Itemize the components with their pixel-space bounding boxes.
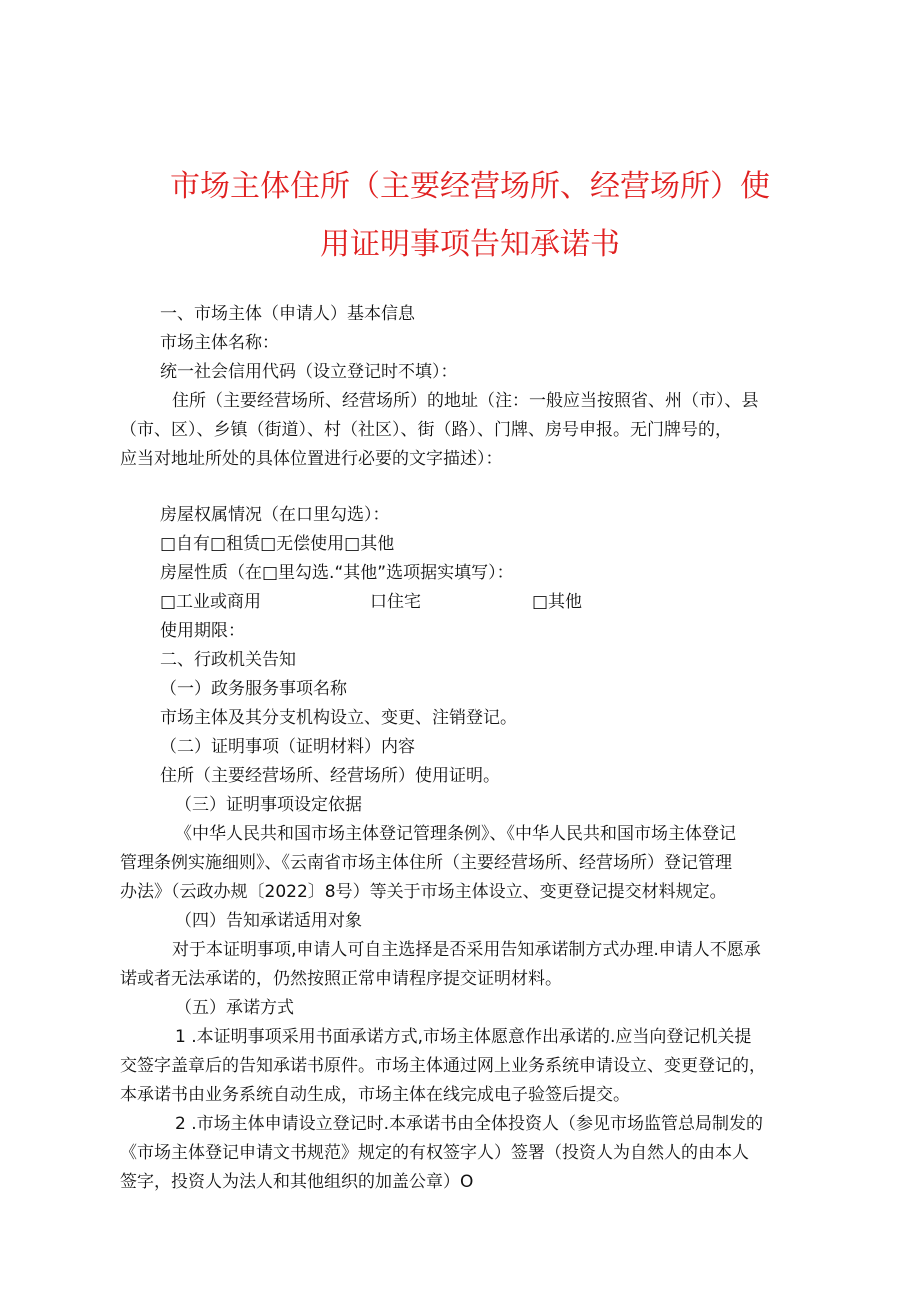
credit-code-label: 统一社会信用代码（设立登记时不填）： <box>160 362 458 382</box>
subsection-1-text: 市场主体及其分支机构设立、变更、注销登记。 <box>160 708 517 728</box>
subsection-5-heading: （五）承诺方式 <box>175 998 294 1018</box>
legal-basis-line-3: 办法》（云政办规〔2022〕8号）等关于市场主体设立、变更登记提交材料规定。 <box>120 882 727 902</box>
commitment-item-2-line-1: 2 .市场主体申请设立登记时.本承诺书由全体投资人（参见市场监管总局制发的 <box>175 1114 764 1134</box>
title-line-1: 市场主体住所（主要经营场所、经营场所）使 <box>170 169 770 204</box>
house-nature-options <box>120 588 820 617</box>
subsection-3-heading: （三）证明事项设定依据 <box>175 795 362 815</box>
commitment-item-1-line-3: 本承诺书由业务系统自动生成，市场主体在线完成电子验签后提交。 <box>120 1085 630 1105</box>
section2-heading: 二、行政机关告知 <box>160 650 296 670</box>
address-text-line-1: 住所（主要经营场所、经营场所）的地址（注：一般应当按照省、州（市）、县 <box>172 391 759 411</box>
ownership-options: □自有□租赁□无偿使用□其他 <box>160 534 395 554</box>
commitment-item-1-line-1: 1 .本证明事项采用书面承诺方式,市场主体愿意作出承诺的.应当向登记机关提 <box>175 1027 752 1047</box>
subsection-4-heading: （四）告知承诺适用对象 <box>175 911 362 931</box>
address-text-line-2: （市、区）、乡镇（街道）、村（社区）、街（路）、门牌、房号申报。无门牌号的， <box>120 420 732 440</box>
house-nature-label: 房屋性质（在□里勾选.“其他”选项据实填写）： <box>160 563 514 583</box>
document-body <box>120 300 820 1197</box>
subsection-1-heading: （一）政务服务事项名称 <box>160 679 347 699</box>
address-text-line-3: 应当对地址所处的具体位置进行必要的文字描述）： <box>120 449 503 469</box>
blank-fill-space <box>120 474 820 501</box>
nature-option-commercial: □工业或商用 <box>160 592 262 612</box>
commitment-item-2-line-3: 签字，投资人为法人和其他组织的加盖公章）O <box>120 1172 474 1192</box>
applicable-object-line-1: 对于本证明事项,申请人可自主选择是否采用告知承诺制方式办理.申请人不愿承 <box>172 940 761 960</box>
commitment-item-1-line-2: 交签字盖章后的告知承诺书原件。市场主体通过网上业务系统申请设立、变更登记的， <box>120 1056 766 1076</box>
commitment-item-2-line-2: 《市场主体登记申请文书规范》规定的有权签字人）签署（投资人为自然人的由本人 <box>120 1143 749 1163</box>
ownership-label: 房屋权属情况（在口里勾选）： <box>160 505 390 525</box>
usage-period-label: 使用期限： <box>160 621 245 641</box>
nature-option-residential: 口住宅 <box>370 592 421 612</box>
applicable-object-line-2: 诺或者无法承诺的，仍然按照正常申请程序提交证明材料。 <box>120 969 562 989</box>
subsection-2-heading: （二）证明事项（证明材料）内容 <box>160 737 415 757</box>
subsection-2-text: 住所（主要经营场所、经营场所）使用证明。 <box>160 766 500 786</box>
document-title <box>120 158 820 274</box>
entity-name-label: 市场主体名称： <box>160 333 279 353</box>
title-line-2: 用证明事项告知承诺书 <box>320 227 620 262</box>
nature-option-other: □其他 <box>532 592 583 612</box>
legal-basis-line-1: 《中华人民共和国市场主体登记管理条例》、《中华人民共和国市场主体登记 <box>175 824 736 844</box>
section1-heading: 一、市场主体（申请人）基本信息 <box>160 304 415 324</box>
legal-basis-line-2: 管理条例实施细则》、《云南省市场主体住所（主要经营场所、经营场所）登记管理 <box>120 853 732 873</box>
